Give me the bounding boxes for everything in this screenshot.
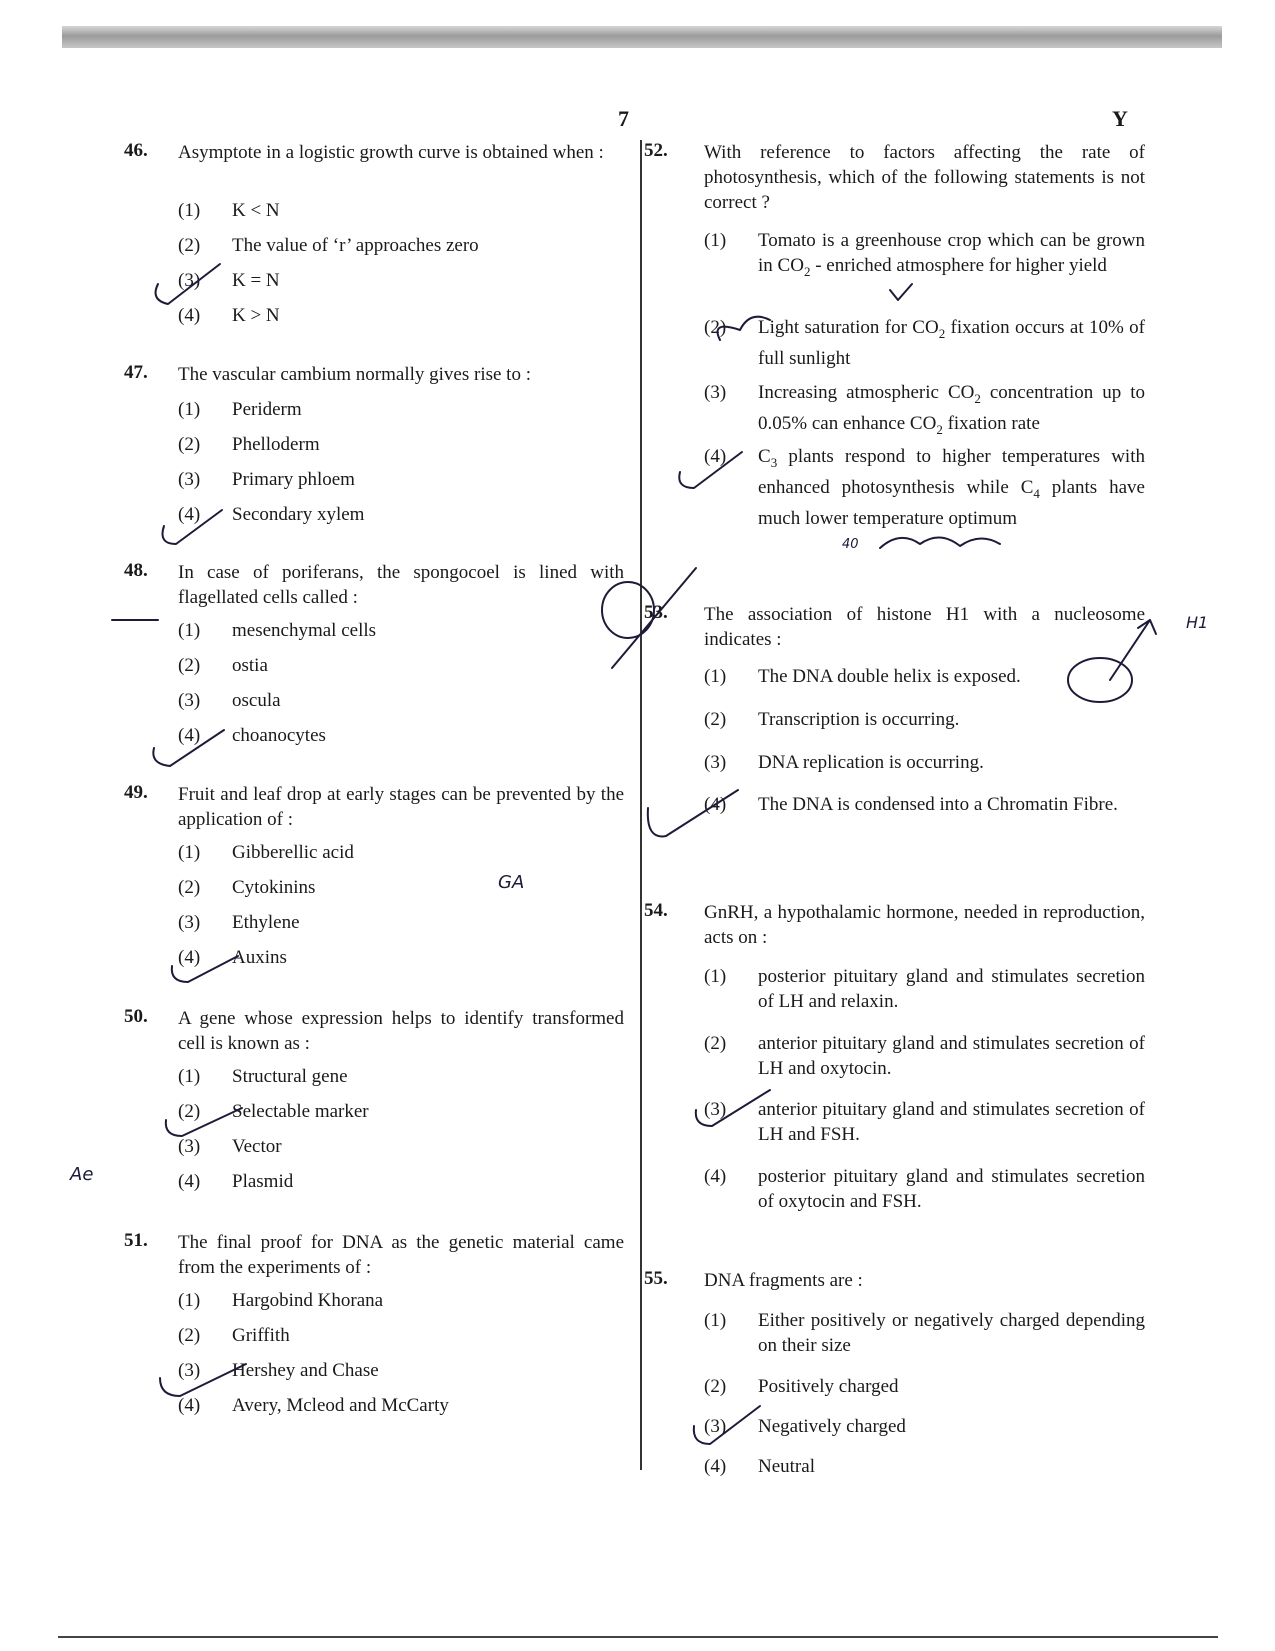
option-number: (3): [178, 1360, 201, 1381]
check-mark-q50: [166, 1108, 242, 1136]
check-mark-q55: [694, 1406, 760, 1444]
question-number: 54.: [644, 900, 668, 921]
option-number: (1): [178, 399, 201, 420]
option-text: Transcription is occurring.: [758, 709, 960, 730]
page-number: 7: [618, 106, 629, 131]
check-mark-q48: [153, 730, 224, 766]
question-stem: In case of poriferans, the spongocoel is lined with flagellated cells called :: [178, 562, 624, 608]
option-number: (1): [178, 1066, 201, 1087]
option-text: Light saturation for $CO_2$ fixation occurs at 10% of full sunlight: [758, 317, 1145, 369]
circle-q53: [602, 582, 654, 638]
question-stem: Fruit and leaf drop at early stages can be prevented by the application of :: [178, 784, 624, 830]
question-number: 50.: [124, 1006, 148, 1027]
option-text: Ethylene: [232, 912, 300, 933]
option-text: posterior pituitary gland and stimulates secretion of oxytocin and FSH.: [758, 1166, 1145, 1212]
question-number: 47.: [124, 362, 148, 383]
option-text: Increasing atmospheric $CO_2$ concentration up to 0.05% can enhance $CO_2$ fixation rate: [758, 382, 1145, 437]
option-text: mesenchymal cells: [232, 620, 377, 641]
option-number: (4): [178, 504, 201, 525]
option-number: (4): [704, 1166, 727, 1187]
question-number: 55.: [644, 1268, 668, 1289]
margin-note: Ae: [70, 1164, 94, 1185]
check-mark-q52-opt1: [890, 284, 912, 300]
question-stem: GnRH, a hypothalamic hormone, needed in reproduction, acts on :: [704, 902, 1145, 948]
question-number: 49.: [124, 782, 148, 803]
option-number: (3): [704, 752, 727, 773]
question-stem: With reference to factors affecting the rate of photosynthesis, which of the following statements is not correct ?: [704, 142, 1145, 213]
option-text: K = N: [232, 270, 280, 291]
option-number: (1): [178, 200, 201, 221]
option-number: (4): [704, 1456, 727, 1477]
option-text: Hargobind Khorana: [232, 1290, 384, 1311]
option-text: $C_3$ plants respond to higher temperatures with enhanced photosynthesis while $C_4$ plants have much lower temperature optimum: [758, 446, 1145, 529]
question-stem: DNA fragments are :: [704, 1270, 863, 1291]
option-text: Hershey and Chase: [232, 1360, 379, 1381]
option-text: The DNA is condensed into a Chromatin Fibre.: [758, 794, 1118, 815]
option-number: (2): [704, 1033, 727, 1054]
option-text: The DNA double helix is exposed.: [758, 666, 1021, 687]
option-number: (4): [704, 794, 727, 815]
check-mark-q54: [696, 1090, 770, 1126]
scribble-q52: [718, 317, 771, 340]
option-text: Positively charged: [758, 1376, 899, 1397]
option-number: (1): [178, 1290, 201, 1311]
option-text: Secondary xylem: [232, 504, 365, 525]
option-text: Primary phloem: [232, 469, 355, 490]
check-mark-q53: [648, 790, 738, 836]
option-text: choanocytes: [232, 725, 326, 746]
option-text: posterior pituitary gland and stimulates secretion of LH and relaxin.: [758, 966, 1145, 1012]
question-stem: Asymptote in a logistic growth curve is obtained when :: [178, 142, 604, 163]
handwritten-note-q49: GA: [498, 872, 525, 893]
question-number: 48.: [124, 560, 148, 581]
option-text: Gibberellic acid: [232, 842, 354, 863]
option-text: ostia: [232, 655, 268, 676]
option-number: (3): [704, 1099, 727, 1120]
option-text: anterior pituitary gland and stimulates secretion of LH and FSH.: [758, 1099, 1145, 1145]
option-text: oscula: [232, 690, 281, 711]
option-number: (2): [178, 1101, 201, 1122]
handwritten-note-q53: H1: [1186, 613, 1209, 632]
question-stem: A gene whose expression helps to identify transformed cell is known as :: [178, 1008, 624, 1054]
option-number: (3): [704, 382, 727, 403]
option-number: (1): [704, 230, 727, 251]
option-text: Selectable marker: [232, 1101, 369, 1122]
option-text: Vector: [232, 1136, 282, 1157]
handwritten-note-q52: 40: [842, 537, 859, 552]
question-number: 53.: [644, 602, 668, 623]
question-stem: The final proof for DNA as the genetic material came from the experiments of :: [178, 1232, 624, 1278]
question-stem: The association of histone H1 with a nucleosome indicates :: [704, 604, 1145, 650]
option-number: (4): [178, 947, 201, 968]
option-number: (4): [704, 446, 727, 467]
question-number: 46.: [124, 140, 148, 161]
option-number: (2): [704, 709, 727, 730]
option-number: (4): [178, 1395, 201, 1416]
option-text: Periderm: [232, 399, 302, 420]
option-number: (2): [704, 1376, 727, 1397]
option-text: K > N: [232, 305, 280, 326]
question-number: 52.: [644, 140, 668, 161]
option-text: Either positively or negatively charged depending on their size: [758, 1310, 1145, 1356]
circle-charge: [1068, 658, 1132, 702]
option-text: DNA replication is occurring.: [758, 752, 984, 773]
check-mark-q47: [163, 510, 223, 544]
option-text: K < N: [232, 200, 280, 221]
option-number: (3): [178, 469, 201, 490]
option-number: (1): [178, 842, 201, 863]
option-text: Structural gene: [232, 1066, 348, 1087]
option-number: (2): [178, 877, 201, 898]
check-mark-q51: [160, 1364, 246, 1396]
option-text: Neutral: [758, 1456, 815, 1477]
option-number: (1): [704, 966, 727, 987]
option-number: (2): [178, 434, 201, 455]
option-number: (2): [178, 235, 201, 256]
option-number: (3): [178, 690, 201, 711]
option-text: Avery, Mcleod and McCarty: [232, 1395, 449, 1416]
option-number: (1): [704, 666, 727, 687]
check-mark-q52: [679, 452, 742, 488]
question-number: 51.: [124, 1230, 148, 1251]
option-text: The value of ‘r’ approaches zero: [232, 235, 479, 256]
option-number: (1): [704, 1310, 727, 1331]
scribble-q52-opt4: [880, 537, 1000, 548]
option-number: (3): [704, 1416, 727, 1437]
option-number: (3): [178, 1136, 201, 1157]
option-text: anterior pituitary gland and stimulates secretion of LH and oxytocin.: [758, 1033, 1145, 1079]
option-text: Tomato is a greenhouse crop which can be grown in $CO_2$ - enriched atmosphere for higher yield: [758, 230, 1145, 279]
option-text: Cytokinins: [232, 877, 316, 898]
option-number: (3): [178, 270, 201, 291]
option-number: (1): [178, 620, 201, 641]
option-text: Phelloderm: [232, 434, 320, 455]
option-number: (4): [178, 725, 201, 746]
option-text: Plasmid: [232, 1171, 294, 1192]
question-stem: The vascular cambium normally gives rise to :: [178, 364, 531, 385]
option-text: Auxins: [232, 947, 287, 968]
option-number: (2): [178, 655, 201, 676]
booklet-code: Y: [1112, 106, 1128, 131]
option-number: (2): [178, 1325, 201, 1346]
option-number: (4): [178, 1171, 201, 1192]
check-mark-q46: [156, 264, 220, 304]
arrow-scribble: [1110, 620, 1156, 680]
option-number: (3): [178, 912, 201, 933]
check-mark-q49: [172, 956, 238, 982]
option-text: Griffith: [232, 1325, 290, 1346]
option-number: (4): [178, 305, 201, 326]
option-text: Negatively charged: [758, 1416, 906, 1437]
option-number: (2): [704, 317, 727, 338]
